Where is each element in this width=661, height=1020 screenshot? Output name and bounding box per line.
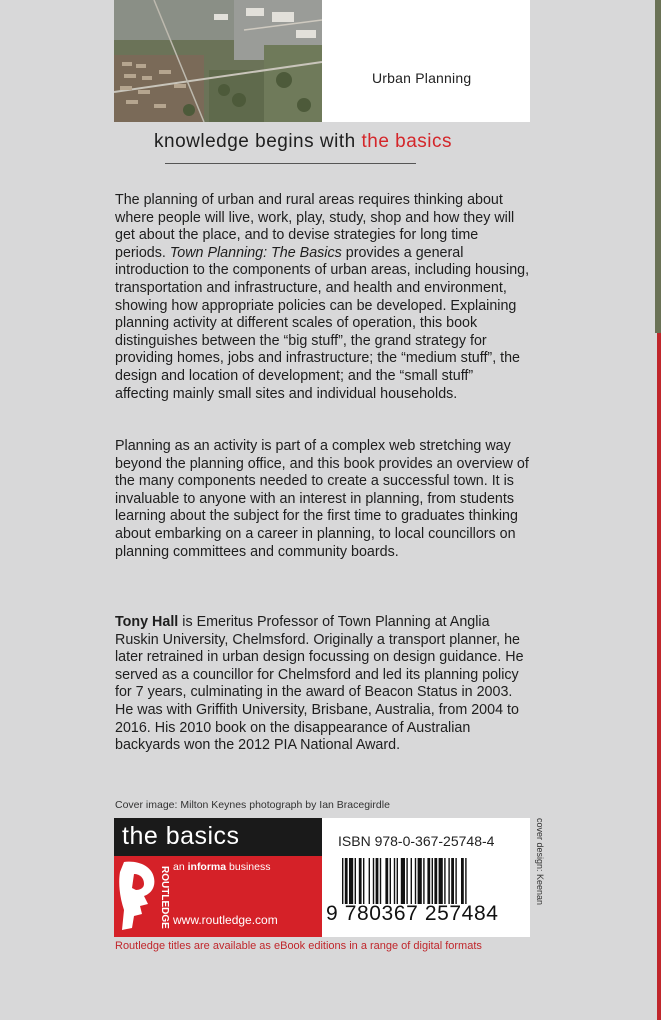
blurb-paragraph-1 (115, 192, 530, 403)
barcode-digits: 9 780367 257484 (326, 902, 499, 925)
barcode-bar (363, 858, 364, 904)
barcode-bar (423, 858, 424, 904)
author-bio-text: is Emeritus Professor of Town Planning at Anglia Ruskin University, Chelmsford. Originally a transport planner, he later retrained in urban design focussing on design guidance. He served as a councillor for Chelmsford and led its planning policy for 7 years, culminating in the award of Beacon Status in 2003. He was with Griffith University, Brisbane, Australia, from 2004 to 2016. His 2010 book on the disappearance of Australian backyards won the 2012 PIA National Award. (115, 614, 524, 754)
barcode-bar (355, 858, 356, 904)
informa-pre: an (173, 861, 188, 873)
cover-design-credit (533, 818, 545, 918)
barcode-bar (432, 858, 433, 904)
series-label-box (322, 0, 530, 122)
series-logo-block (114, 818, 322, 937)
tagline-prefix: knowledge begins with (154, 131, 362, 152)
informa-tagline (173, 861, 270, 873)
barcode-bar (401, 858, 405, 904)
isbn-box (322, 818, 530, 937)
barcode-bar (451, 858, 454, 904)
tagline-accent: the basics (361, 131, 453, 152)
routledge-wordmark: ROUTLEDGE (159, 866, 170, 929)
blurb-paragraph-2: Planning as an activity is part of a complex web stretching way beyond the planning office, and this book provides an overview of the many components needed to create a successful town. It is invaluable to anyone with an interest in planning, from students learning about the subject for the first time to graduates thinking about embarking on a career in planning, to local councillors on planning committees and community boards. (115, 438, 529, 560)
cover-image-credit: Cover image: Milton Keynes photograph by Ian Bracegirdle (115, 799, 390, 811)
barcode-bar (427, 858, 430, 904)
barcode-bar (376, 858, 379, 904)
barcode-bar (448, 858, 449, 904)
barcode-bar (369, 858, 370, 904)
isbn-label: ISBN 978-0-367-25748-4 (338, 833, 495, 849)
spine-red-bar (657, 333, 661, 1020)
barcode-bar (394, 858, 395, 904)
ebook-note: Routledge titles are available as eBook editions in a range of digital formats (115, 940, 482, 952)
informa-post: business (226, 861, 271, 873)
barcode-bar (373, 858, 374, 904)
barcode-bar (439, 858, 443, 904)
cover-edge-strip (655, 0, 661, 333)
divider (165, 163, 416, 164)
barcode-bar (390, 858, 391, 904)
tagline (154, 131, 452, 153)
informa-brand: informa (187, 861, 227, 873)
barcode-bar (461, 858, 464, 904)
barcode-bar (342, 858, 343, 904)
publisher-website: www.routledge.com (173, 913, 278, 927)
barcode-bar (349, 858, 353, 904)
blurb-p1-start: The planning of urban and rural areas requires thinking about where people will live, work, play, study, shop and how they will get about the place, and to devise strategies for long time periods. (115, 192, 515, 261)
book-title: Town Planning: The Basics (169, 244, 342, 261)
cover-photo (114, 0, 322, 122)
publisher-panel (114, 856, 322, 937)
cover-design-credit-text: cover design: Keenan (535, 818, 545, 906)
barcode-bar (345, 858, 348, 904)
barcode-bar (406, 858, 407, 904)
barcode-bar (418, 858, 422, 904)
barcode-bar (455, 858, 456, 904)
routledge-logo-icon (116, 858, 170, 935)
series-label: Urban Planning (372, 70, 472, 86)
author-name: Tony Hall (115, 614, 179, 630)
barcode-bar (434, 858, 437, 904)
barcode-bar (415, 858, 416, 904)
author-bio (115, 614, 530, 755)
barcode-bar (444, 858, 445, 904)
barcode-bar (380, 858, 381, 904)
barcode-bar (385, 858, 388, 904)
series-name: the basics (122, 822, 240, 850)
barcode-bar (359, 858, 362, 904)
barcode-bar (411, 858, 412, 904)
barcode-bar (397, 858, 398, 904)
blurb-p1-end: provides a general introduction to the components of urban areas, including housing, transportation and infrastructure, and health and environment, showing how appropriate policies can be developed. Explaining planning activity at different scales of operation, this book distinguishes between the “big stuff”, the grand strategy for providing homes, jobs and infrastructure; the “medium stuff”, the design and location of development; and the “small stuff” affecting mainly small sites and individual households. (115, 244, 530, 402)
barcode (342, 858, 512, 904)
barcode-bar (465, 858, 466, 904)
